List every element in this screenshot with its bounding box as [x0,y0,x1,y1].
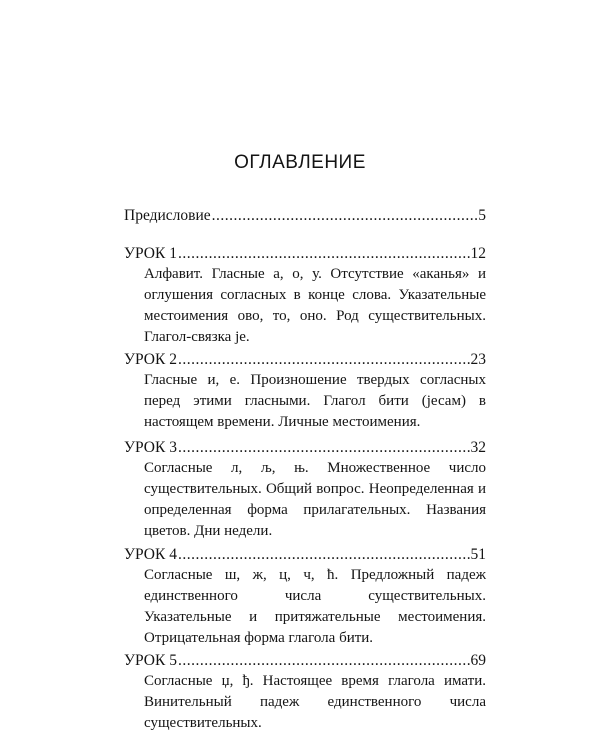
toc-entry-lesson-5 [124,650,486,734]
leader-dots [212,205,478,226]
toc-description: Согласные ш, ж, ц, ч, ћ. Предложный падеж единственного числа существительных. Указательные и притяжательные местоимения. Отрицательная форма глагола бити. [144,567,486,646]
toc-description: Согласные џ, ђ. Настоящее время глагола имати. Винительный падеж единственного числа существительных. [144,673,486,731]
leader-dots [178,650,470,671]
toc-entry-lesson-4 [124,544,486,649]
toc-page-number: 5 [478,207,486,224]
toc-page-number: 69 [470,652,486,669]
page-title: ОГЛАВЛЕНИЕ [234,152,366,173]
toc-line [124,437,486,458]
toc-description: Алфавит. Гласные а, о, у. Отсутствие «аканья» и оглушения согласных в конце слова. Указательные местоимения ово, то, оно. Род существительных. Глагол-связка је. [144,266,486,345]
toc-label: УРОК 5 [124,652,177,669]
leader-dots [178,437,470,458]
toc-entry-lesson-3 [124,437,486,542]
toc-label: УРОК 3 [124,439,177,456]
toc-line [124,243,486,264]
toc-page-number: 32 [470,439,486,456]
toc-line [124,650,486,671]
toc-entry-lesson-1 [124,243,486,348]
toc-page-number: 12 [470,245,486,262]
toc-label: Предисловие [124,207,211,224]
toc-entry-preface [124,205,486,226]
toc-page-number: 51 [470,546,486,563]
toc-label: УРОК 2 [124,351,177,368]
toc-entry-lesson-2 [124,349,486,433]
toc-line [124,205,486,226]
toc-description: Гласные и, е. Произношение твердых согласных перед этими гласными. Глагол бити (јесам) в настоящем времени. Личные местоимения. [144,372,486,430]
leader-dots [178,243,470,264]
toc-label: УРОК 4 [124,546,177,563]
leader-dots [178,544,470,565]
toc-line [124,349,486,370]
toc-line [124,544,486,565]
leader-dots [178,349,470,370]
toc-label: УРОК 1 [124,245,177,262]
toc-description: Согласные л, љ, њ. Множественное число существительных. Общий вопрос. Неопределенная и определенная форма прилагательных. Названия цветов. Дни недели. [144,460,486,539]
toc-page-number: 23 [470,351,486,368]
